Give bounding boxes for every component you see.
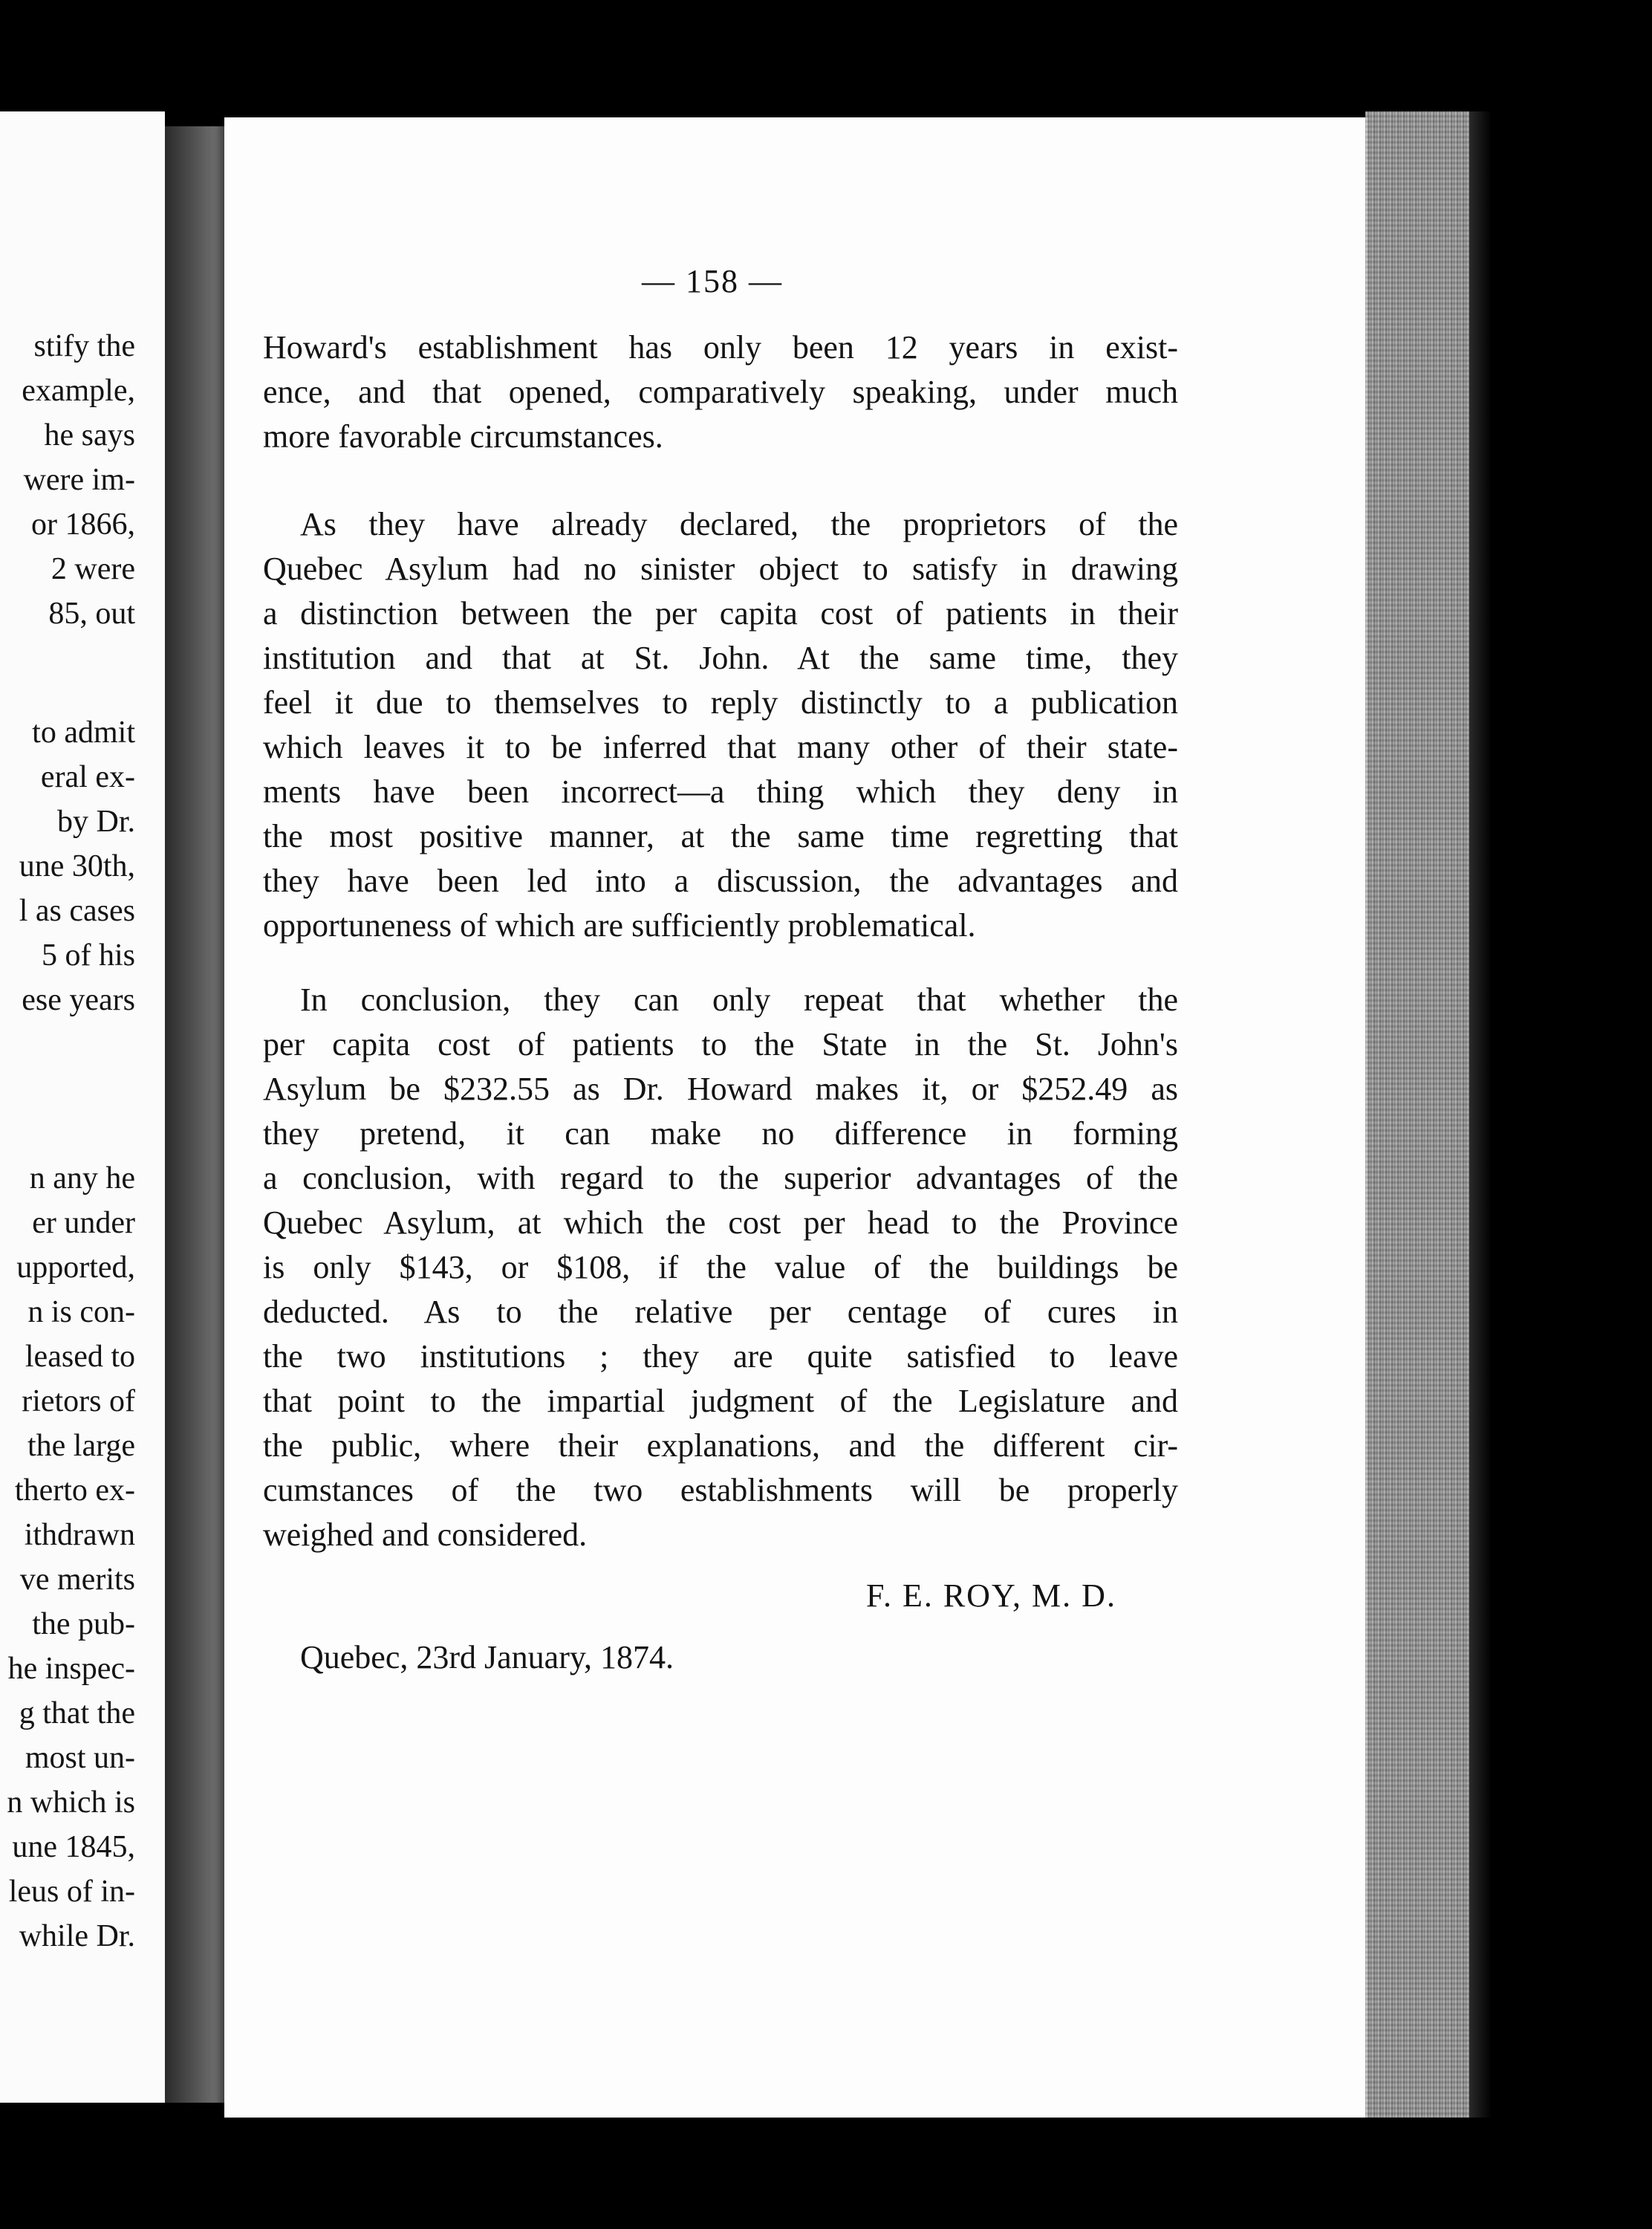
fragment-line: ithdrawn: [24, 1518, 135, 1552]
fragment-line: ve merits: [19, 1563, 135, 1597]
fragment-line: he says: [44, 418, 135, 452]
fragment-line: n is con-: [27, 1295, 135, 1329]
paragraph-2: [263, 502, 1178, 948]
book-gutter: [165, 126, 224, 2103]
page-stack-edge: [1365, 111, 1469, 2118]
text-line: Quebec Asylum, at which the cost per head to the Province: [263, 1204, 1178, 1241]
text-line: they have been led into a discussion, the advantages and: [263, 863, 1178, 899]
fragment-line: l as cases: [19, 894, 135, 928]
text-line: a distinction between the per capita cost of patients in their: [263, 595, 1178, 632]
fragment-line: therto ex-: [14, 1473, 135, 1508]
text-line: opportuneness of which are sufficiently problematical.: [263, 907, 976, 944]
fragment-line: by Dr.: [57, 805, 135, 839]
text-line: ence, and that opened, comparatively speaking, under much: [263, 374, 1178, 410]
fragment-line: n any he: [29, 1161, 135, 1195]
text-line: feel it due to themselves to reply distinctly to a publication: [263, 684, 1178, 721]
text-line: a conclusion, with regard to the superior advantages of the: [263, 1160, 1178, 1196]
text-line: As they have already declared, the proprietors of the: [300, 506, 1178, 542]
fragment-line: une 30th,: [19, 849, 135, 883]
fragment-line: while Dr.: [19, 1919, 135, 1953]
text-line: the most positive manner, at the same time regretting that: [263, 818, 1178, 854]
fragment-line: example,: [22, 374, 135, 408]
text-line: more favorable circumstances.: [263, 418, 663, 455]
paragraph-3: [263, 978, 1178, 1557]
fragment-line: rietors of: [22, 1384, 135, 1418]
text-line: that point to the impartial judgment of the Legislature and: [263, 1383, 1178, 1419]
fragment-line: er under: [32, 1206, 135, 1240]
fragment-line: 2 were: [51, 552, 135, 586]
fragment-line: leased to: [25, 1340, 135, 1374]
text-line: per capita cost of patients to the State in the St. John's: [263, 1026, 1178, 1062]
fragment-line: 5 of his: [42, 938, 135, 973]
text-line: the two institutions ; they are quite satisfied to leave: [263, 1338, 1178, 1375]
text-line: is only $143, or $108, if the value of the buildings be: [263, 1249, 1178, 1285]
text-line: In conclusion, they can only repeat that whether the: [300, 982, 1178, 1018]
page-number: — 158 —: [642, 263, 783, 299]
fragment-line: were im-: [23, 463, 135, 497]
fragment-line: upported,: [16, 1250, 135, 1285]
fragment-line: the pub-: [32, 1607, 135, 1641]
text-line: Howard's establishment has only been 12 years in exist-: [263, 329, 1178, 366]
fragment-line: stify the: [33, 329, 135, 363]
text-line: Quebec Asylum had no sinister object to satisfy in drawing: [263, 551, 1178, 587]
text-line: ments have been incorrect—a thing which they deny in: [263, 773, 1178, 810]
fragment-line: g that the: [19, 1696, 135, 1730]
text-line: Asylum be $232.55 as Dr. Howard makes it, or $252.49 as: [263, 1071, 1178, 1107]
text-line: cumstances of the two establishments will be properly: [263, 1472, 1178, 1508]
text-line: institution and that at St. John. At the same time, they: [263, 640, 1178, 676]
fragment-line: n which is: [7, 1785, 135, 1820]
fragment-line: most un-: [25, 1741, 135, 1775]
text-line: deducted. As to the relative per centage of cures in: [263, 1294, 1178, 1330]
fragment-line: the large: [27, 1429, 135, 1463]
fragment-line: he inspec-: [7, 1652, 135, 1686]
dateline: Quebec, 23rd January, 1874.: [300, 1639, 674, 1675]
text-line: the public, where their explanations, and the different cir-: [263, 1427, 1178, 1464]
previous-page-fragment: [0, 111, 165, 2103]
fragment-line: 85, out: [48, 597, 135, 631]
fragment-line: or 1866,: [31, 507, 135, 542]
text-line: which leaves it to be inferred that many other of their state-: [263, 729, 1178, 765]
fragment-line: ese years: [22, 983, 135, 1017]
page-edge-shadow: [1469, 111, 1492, 2118]
text-line: weighed and considered.: [263, 1516, 588, 1553]
fragment-line: une 1845,: [12, 1830, 135, 1864]
fragment-line: to admit: [32, 716, 135, 750]
fragment-line: eral ex-: [40, 760, 135, 794]
fragment-line: leus of in-: [8, 1875, 135, 1909]
paragraph-1: [263, 325, 1178, 459]
signature: F. E. ROY, M. D.: [866, 1577, 1116, 1614]
text-line: they pretend, it can make no difference in forming: [263, 1115, 1178, 1152]
